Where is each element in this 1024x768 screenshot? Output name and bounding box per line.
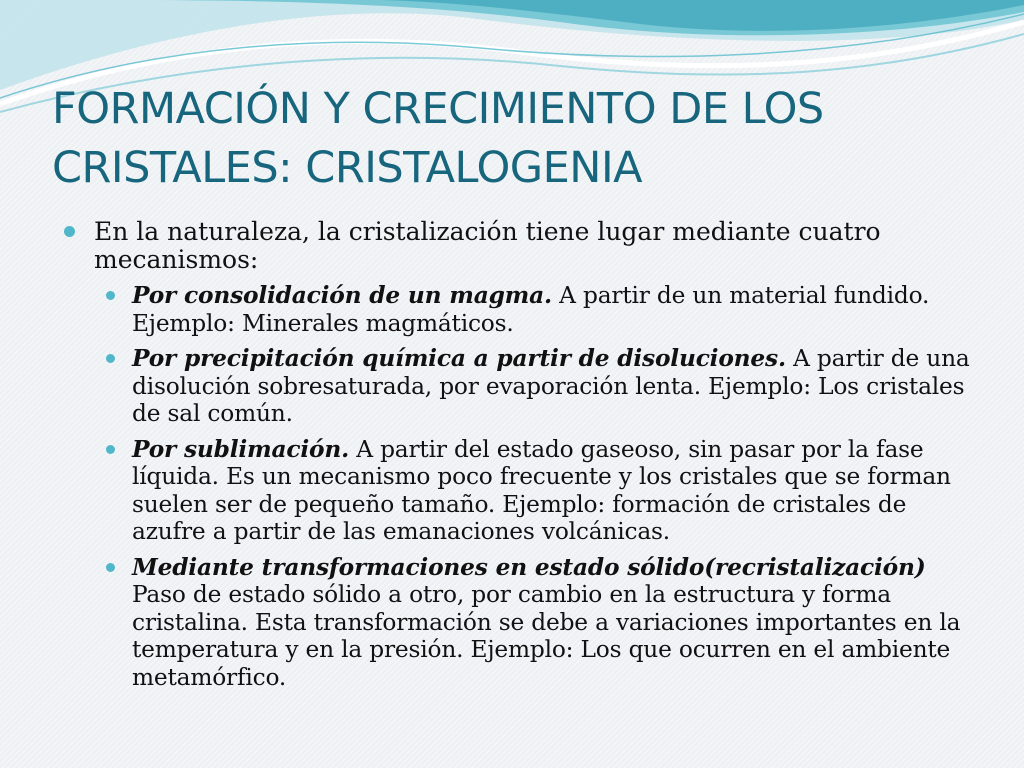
slide-content <box>62 218 982 699</box>
mechanism-item-sublimation <box>104 436 982 546</box>
mechanism-heading: Por precipitación química a partir de disoluciones. <box>132 345 786 372</box>
intro-bullet <box>62 218 982 274</box>
bullet-icon <box>106 291 115 300</box>
mechanism-text: A partir del estado gaseoso, sin pasar por la fase líquida. Es un mecanismo poco frecuente y los cristales que se forman suelen ser de pequeño tamaño. Ejemplo: formación de cristales de azufre a partir de las emanaciones volcánicas. <box>132 435 951 545</box>
intro-text: En la naturaleza, la cristalización tiene lugar mediante cuatro mecanismos: <box>94 217 881 274</box>
bullet-icon <box>106 354 115 363</box>
mechanism-text: A partir de un material fundido. Ejemplo: Minerales magmáticos. <box>132 282 930 337</box>
mechanism-heading: Por sublimación. <box>132 435 350 463</box>
mechanism-item-precipitation <box>104 345 982 428</box>
mechanism-text: A partir de una disolución sobresaturada, por evaporación lenta. Ejemplo: Los cristales de sal común. <box>132 345 970 427</box>
mechanism-heading: Por consolidación de un magma. <box>132 282 552 309</box>
bullet-icon <box>64 226 75 237</box>
mechanism-item-recrystallization <box>104 554 982 692</box>
mechanism-text: Paso de estado sólido a otro, por cambio en la estructura y forma cristalina. Esta transformación se debe a variaciones importantes en la temperatura y en la presión. Ejemplo: Los que ocurren en el ambiente metamórfico. <box>132 581 961 691</box>
mechanism-list <box>104 282 982 691</box>
mechanism-heading: Mediante transformaciones en estado sólido(recristalización) <box>132 553 926 581</box>
bullet-icon <box>106 563 115 572</box>
slide-title: FORMACIÓN Y CRECIMIENTO DE LOS CRISTALES: CRISTALOGENIA <box>52 84 824 193</box>
mechanism-item-magma <box>104 282 982 337</box>
bullet-icon <box>106 445 115 454</box>
